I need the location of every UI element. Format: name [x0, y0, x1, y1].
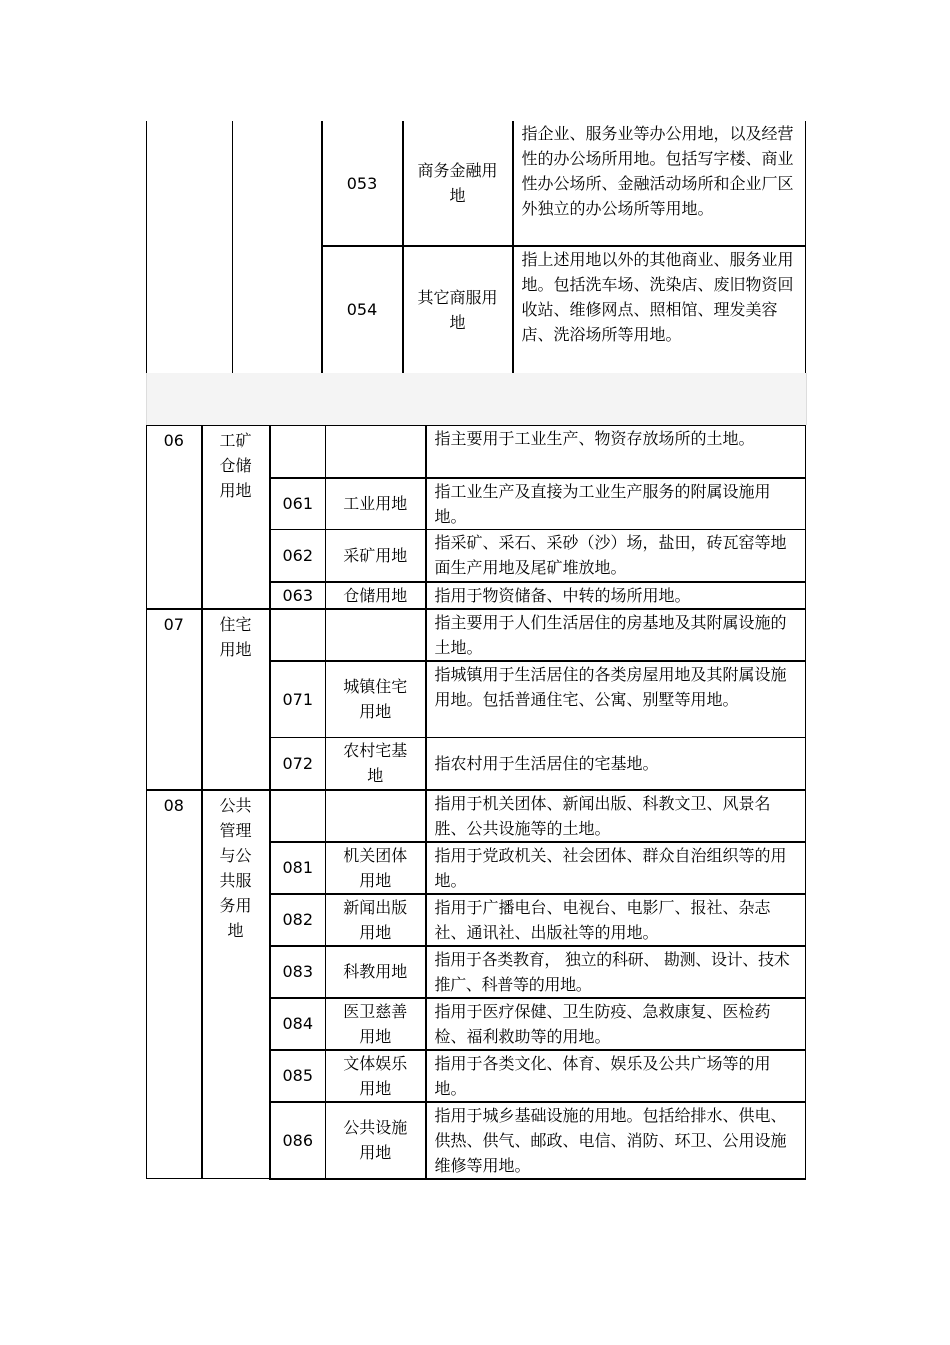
sub-description: 指城镇用于生活居住的各类房屋用地及其附属设施用地。包括普通住宅、公寓、别墅等用地。 — [426, 661, 806, 738]
sub-description: 指农村用于生活居住的宅基地。 — [426, 738, 806, 790]
category-code: 07 — [147, 609, 202, 790]
sub-name: 其它商服用地 — [403, 246, 513, 373]
sub-description: 指用于医疗保健、卫生防疫、急救康复、医检药检、福利救助等的用地。 — [426, 998, 806, 1050]
sub-description: 指用于党政机关、社会团体、群众自治组织等的用地。 — [426, 842, 806, 894]
sub-description: 指用于物资储备、中转的场所用地。 — [426, 582, 806, 609]
sub-name: 仓储用地 — [326, 582, 426, 609]
category-code-cell — [147, 121, 233, 373]
table-row — [147, 121, 806, 246]
category-description: 指主要用于工业生产、物资存放场所的土地。 — [426, 426, 806, 478]
sub-code: 071 — [270, 661, 326, 738]
category-description: 指用于机关团体、新闻出版、科教文卫、风景名胜、公共设施等的土地。 — [426, 790, 806, 842]
table-row — [147, 609, 806, 661]
sub-code: 062 — [270, 530, 326, 582]
sub-name: 新闻出版用地 — [326, 894, 426, 946]
category-name-cell — [233, 121, 322, 373]
category-code: 06 — [147, 426, 202, 609]
sub-code: 053 — [322, 121, 403, 246]
sub-name — [326, 609, 426, 661]
land-use-table-part1 — [146, 121, 806, 374]
category-name: 工矿仓储用地 — [202, 426, 270, 609]
sub-name: 农村宅基地 — [326, 738, 426, 790]
sub-name: 科教用地 — [326, 946, 426, 998]
category-name: 公共管理与公共服务用地 — [202, 790, 270, 1179]
sub-name: 工业用地 — [326, 478, 426, 530]
category-name: 住宅用地 — [202, 609, 270, 790]
sub-name: 公共设施用地 — [326, 1102, 426, 1179]
sub-code: 054 — [322, 246, 403, 373]
sub-code: 084 — [270, 998, 326, 1050]
category-description: 指主要用于人们生活居住的房基地及其附属设施的土地。 — [426, 609, 806, 661]
sub-description: 指工业生产及直接为工业生产服务的附属设施用地。 — [426, 478, 806, 530]
sub-description: 指企业、服务业等办公用地，以及经营性的办公场所用地。包括写字楼、商业性办公场所、金融活动场所和企业厂区外独立的办公场所等用地。 — [513, 121, 806, 246]
sub-code: 085 — [270, 1050, 326, 1102]
sub-code: 063 — [270, 582, 326, 609]
category-code: 08 — [147, 790, 202, 1179]
sub-code: 081 — [270, 842, 326, 894]
sub-description: 指用于广播电台、电视台、电影厂、报社、杂志社、通讯社、出版社等的用地。 — [426, 894, 806, 946]
sub-name: 采矿用地 — [326, 530, 426, 582]
sub-name: 文体娱乐用地 — [326, 1050, 426, 1102]
table-row — [147, 426, 806, 478]
sub-name — [326, 426, 426, 478]
land-use-table-part2 — [146, 425, 806, 1180]
sub-description: 指上述用地以外的其他商业、服务业用地。包括洗车场、洗染店、废旧物资回收站、维修网点、照相馆、理发美容店、洗浴场所等用地。 — [513, 246, 806, 373]
sub-code: 082 — [270, 894, 326, 946]
sub-code: 086 — [270, 1102, 326, 1179]
sub-code — [270, 790, 326, 842]
table-row — [147, 790, 806, 842]
sub-code: 072 — [270, 738, 326, 790]
sub-code: 083 — [270, 946, 326, 998]
sub-name: 机关团体用地 — [326, 842, 426, 894]
sub-description: 指用于城乡基础设施的用地。包括给排水、供电、供热、供气、邮政、电信、消防、环卫、公用设施维修等用地。 — [426, 1102, 806, 1179]
sub-description: 指用于各类文化、体育、娱乐及公共广场等的用地。 — [426, 1050, 806, 1102]
sub-code — [270, 609, 326, 661]
sub-code: 061 — [270, 478, 326, 530]
sub-name: 医卫慈善用地 — [326, 998, 426, 1050]
sub-name: 商务金融用地 — [403, 121, 513, 246]
sub-description: 指用于各类教育， 独立的科研、 勘测、设计、技术推广、科普等的用地。 — [426, 946, 806, 998]
sub-name — [326, 790, 426, 842]
sub-description: 指采矿、采石、采砂（沙）场，盐田，砖瓦窑等地面生产用地及尾矿堆放地。 — [426, 530, 806, 582]
sub-name: 城镇住宅用地 — [326, 661, 426, 738]
sub-code — [270, 426, 326, 478]
page-gap — [146, 373, 807, 425]
